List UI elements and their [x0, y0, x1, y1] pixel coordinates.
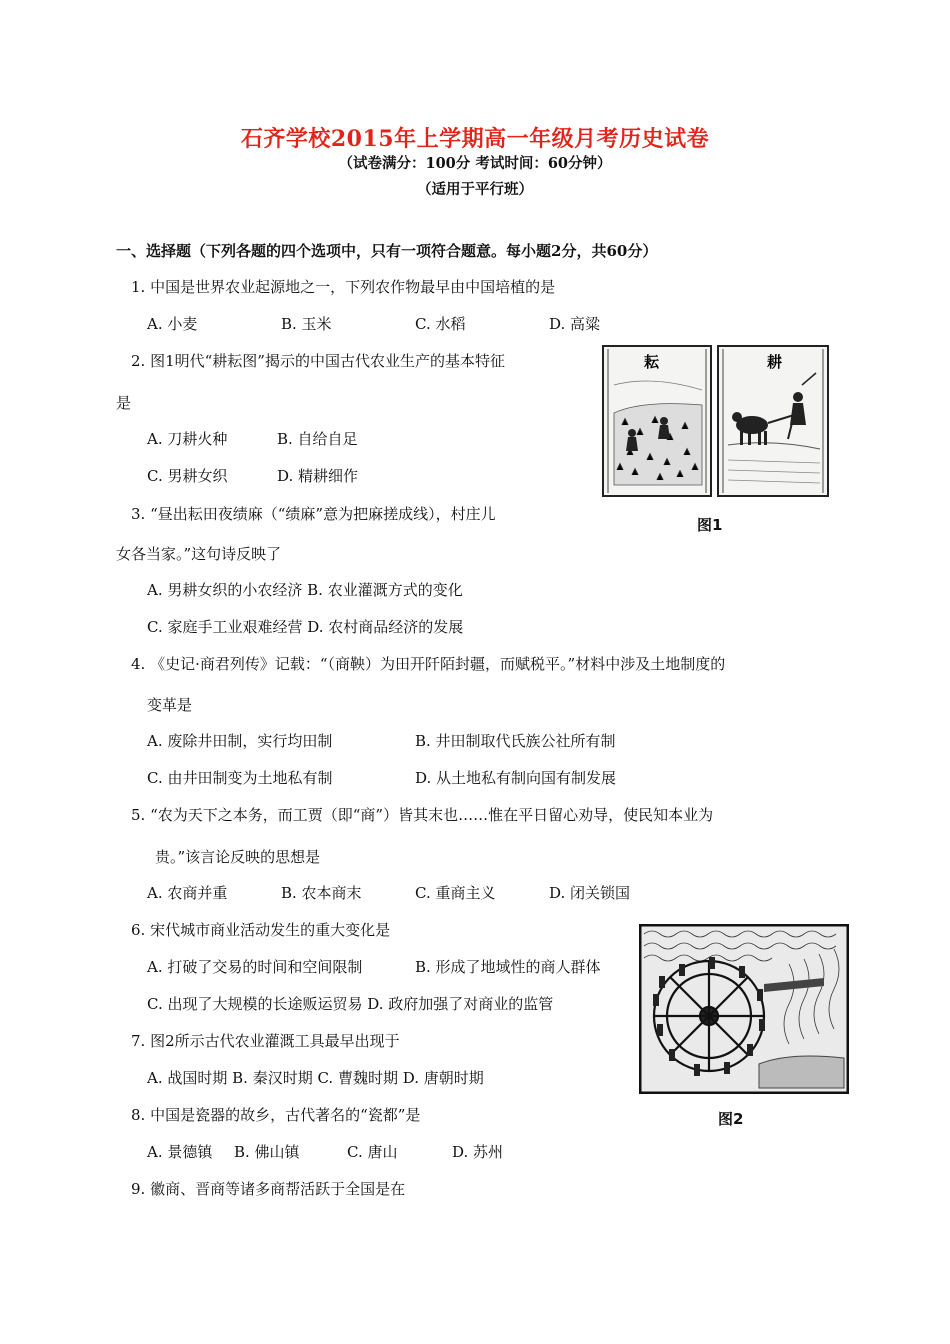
- q4-stem-line2: 变革是: [147, 696, 193, 714]
- q3-stem-line1: 3. “昼出耘田夜绩麻（“绩麻”意为把麻搓成线），村庄儿: [131, 505, 496, 523]
- q3-options-ab: A. 男耕女织的小农经济 B. 农业灌溉方式的变化: [147, 581, 463, 599]
- q2-stem-line2: 是: [116, 394, 132, 412]
- q5-option-d: D. 闭关锁国: [549, 884, 631, 902]
- q3-stem-line2: 女各当家。”这句诗反映了: [116, 545, 282, 563]
- q1-stem: 1. 中国是世界农业起源地之一，下列农作物最早由中国培植的是: [131, 278, 556, 296]
- fig1-right-label: 耕: [767, 353, 783, 371]
- q8-stem: 8. 中国是瓷器的故乡，古代著名的“瓷都”是: [131, 1106, 421, 1124]
- q5-option-a: A. 农商并重: [147, 884, 228, 902]
- q8-option-b: B. 佛山镇: [234, 1143, 300, 1161]
- q5-stem-line1: 5. “农为天下之本务，而工贾（即“商”）皆其末也……惟在平日留心劝导，使民知本业为: [131, 806, 714, 824]
- figure-2-caption: 图2: [718, 1110, 744, 1128]
- figure-1-image: [602, 345, 830, 497]
- q5-option-c: C. 重商主义: [415, 884, 496, 902]
- q2-option-a: A. 刀耕火种: [147, 430, 228, 448]
- q6-options-cd: C. 出现了大规模的长途贩运贸易 D. 政府加强了对商业的监管: [147, 995, 554, 1013]
- q8-option-d: D. 苏州: [452, 1143, 504, 1161]
- q5-option-b: B. 农本商末: [281, 884, 362, 902]
- farming-woodcut-illustration: [602, 345, 830, 497]
- fig1-left-label: 耘: [644, 353, 660, 371]
- q1-option-a: A. 小麦: [147, 315, 198, 333]
- q9-stem: 9. 徽商、晋商等诸多商帮活跃于全国是在: [131, 1180, 406, 1198]
- q1-option-b: B. 玉米: [281, 315, 332, 333]
- exam-title: 石齐学校2015年上学期高一年级月考历史试卷: [240, 126, 710, 152]
- exam-subtitle-class: （适用于平行班）: [417, 181, 533, 198]
- q2-option-b: B. 自给自足: [277, 430, 358, 448]
- q5-stem-line2: 贵。”该言论反映的思想是: [155, 848, 321, 866]
- q4-option-c: C. 由井田制变为土地私有制: [147, 769, 333, 787]
- q4-option-d: D. 从土地私有制向国有制发展: [415, 769, 617, 787]
- q8-option-a: A. 景德镇: [147, 1143, 213, 1161]
- q2-option-c: C. 男耕女织: [147, 467, 228, 485]
- q6-option-a: A. 打破了交易的时间和空间限制: [147, 958, 363, 976]
- q4-stem-line1: 4. 《史记·商君列传》记载：“（商鞅）为田开阡陌封疆，而赋税平。”材料中涉及土地制度的: [131, 655, 726, 673]
- waterwheel-woodcut-illustration: [639, 924, 849, 1094]
- q3-options-cd: C. 家庭手工业艰难经营 D. 农村商品经济的发展: [147, 618, 464, 636]
- q4-option-b: B. 井田制取代氏族公社所有制: [415, 732, 616, 750]
- q6-stem: 6. 宋代城市商业活动发生的重大变化是: [131, 921, 391, 939]
- section-heading: 一、选择题（下列各题的四个选项中，只有一项符合题意。每小题2分，共60分）: [116, 242, 658, 260]
- q2-option-d: D. 精耕细作: [277, 467, 359, 485]
- q7-stem: 7. 图2所示古代农业灌溉工具最早出现于: [131, 1032, 400, 1050]
- q1-option-c: C. 水稻: [415, 315, 466, 333]
- figure-1-caption: 图1: [697, 516, 723, 534]
- q8-option-c: C. 唐山: [347, 1143, 398, 1161]
- q2-stem-line1: 2. 图1明代“耕耘图”揭示的中国古代农业生产的基本特征: [131, 352, 505, 370]
- q1-option-d: D. 高粱: [549, 315, 601, 333]
- figure-2-image: [639, 924, 849, 1094]
- q4-option-a: A. 废除井田制，实行均田制: [147, 732, 333, 750]
- q6-option-b: B. 形成了地域性的商人群体: [415, 958, 601, 976]
- q7-options: A. 战国时期 B. 秦汉时期 C. 曹魏时期 D. 唐朝时期: [147, 1069, 484, 1087]
- exam-subtitle-score-time: （试卷满分：100分 考试时间：60分钟）: [338, 155, 612, 172]
